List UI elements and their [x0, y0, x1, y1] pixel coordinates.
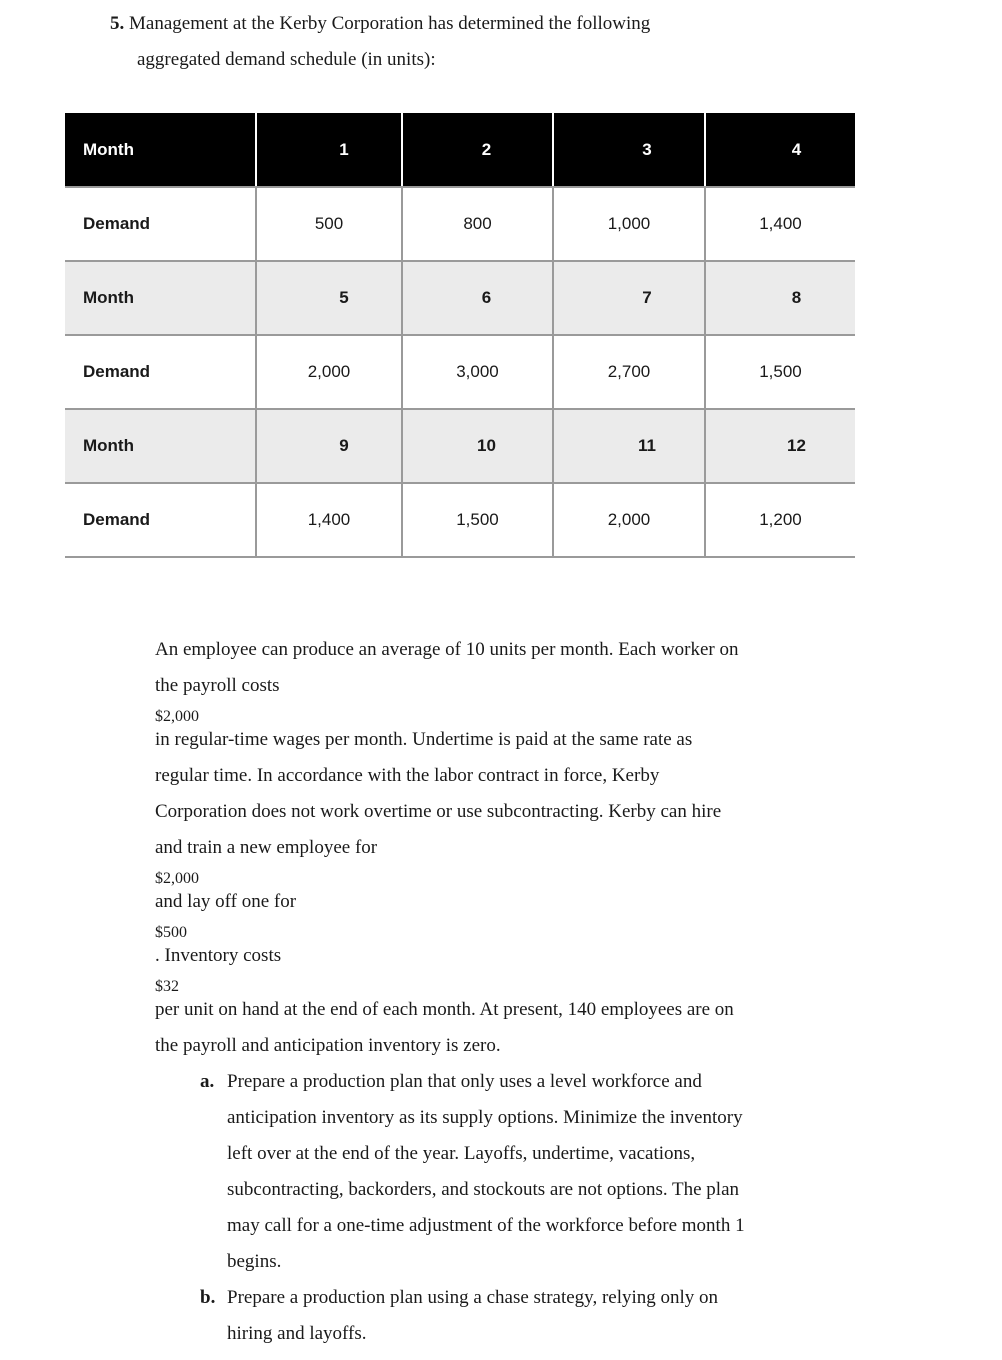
body-line: An employee can produce an average of 10 units per month. Each worker on: [155, 639, 739, 660]
table-cell: 10: [402, 409, 553, 483]
table-cell: 800: [402, 187, 553, 261]
table-cell: 3,000: [402, 335, 553, 409]
table-cell: 11: [553, 409, 705, 483]
table-cell: 12: [705, 409, 855, 483]
table-row: [65, 409, 855, 483]
body-line: and lay off one for: [155, 891, 297, 912]
table-cell: 1,000: [553, 187, 705, 261]
row-label: Demand: [65, 187, 256, 261]
part-a: [200, 1064, 850, 1280]
table-cell: 2,000: [553, 483, 705, 557]
part-line: anticipation inventory as its supply options. Minimize the inventory: [227, 1107, 743, 1128]
table-cell: 1,400: [705, 187, 855, 261]
part-line: left over at the end of the year. Layoffs, undertime, vacations,: [227, 1143, 696, 1164]
table-cell: 9: [256, 409, 402, 483]
table-row: [65, 261, 855, 335]
row-label: Month: [65, 261, 256, 335]
table-row: [65, 187, 855, 261]
table-cell: 8: [705, 261, 855, 335]
body-line: the payroll costs: [155, 675, 280, 696]
part-line: may call for a one-time adjustment of the workforce before month 1: [227, 1215, 745, 1236]
part-line: Prepare a production plan that only uses a level workforce and: [227, 1071, 702, 1092]
part-line: subcontracting, backorders, and stockouts are not options. The plan: [227, 1179, 739, 1200]
row-label: Demand: [65, 483, 256, 557]
question-intro-line1: Management at the Kerby Corporation has determined the following: [129, 13, 651, 34]
table-cell: 4: [705, 113, 855, 187]
table-cell: 2: [402, 113, 553, 187]
table-cell: 3: [553, 113, 705, 187]
table-cell: 2,000: [256, 335, 402, 409]
part-line: hiring and layoffs.: [227, 1323, 367, 1344]
question-number: 5.: [110, 13, 125, 34]
table-cell: 2,700: [553, 335, 705, 409]
part-label: a.: [200, 1071, 215, 1092]
table-row: [65, 335, 855, 409]
table-cell: 6: [402, 261, 553, 335]
body-line: in regular-time wages per month. Undertime is paid at the same rate as: [155, 729, 693, 750]
body-line: per unit on hand at the end of each month. At present, 140 employees are on: [155, 999, 734, 1020]
table-cell: 1,200: [705, 483, 855, 557]
row-label: Month: [65, 113, 256, 187]
question-intro-line2: aggregated demand schedule (in units):: [137, 49, 436, 70]
part-line: begins.: [227, 1251, 282, 1272]
body-line: Corporation does not work overtime or use subcontracting. Kerby can hire: [155, 801, 722, 822]
row-label: Demand: [65, 335, 256, 409]
table-cell: 500: [256, 187, 402, 261]
body-line: the payroll and anticipation inventory is zero.: [155, 1035, 501, 1056]
row-label: Month: [65, 409, 256, 483]
body-line: regular time. In accordance with the labor contract in force, Kerby: [155, 765, 660, 786]
part-label: b.: [200, 1287, 216, 1308]
demand-schedule-table: [65, 113, 855, 558]
table-cell: 1: [256, 113, 402, 187]
table-cell: 1,500: [705, 335, 855, 409]
inventory-cost-value: $32: [155, 978, 179, 995]
table-cell: 5: [256, 261, 402, 335]
table-row: [65, 483, 855, 557]
table-cell: 1,500: [402, 483, 553, 557]
question-intro: [110, 6, 930, 42]
wage-value: $2,000: [155, 708, 199, 725]
part-b: [200, 1280, 850, 1352]
body-line: and train a new employee for: [155, 837, 378, 858]
hire-cost-value: $2,000: [155, 870, 199, 887]
table-cell: 7: [553, 261, 705, 335]
body-line: . Inventory costs: [155, 945, 282, 966]
layoff-cost-value: $500: [155, 924, 187, 941]
part-line: Prepare a production plan using a chase strategy, relying only on: [227, 1287, 719, 1308]
table-cell: 1,400: [256, 483, 402, 557]
table-row: [65, 113, 855, 187]
